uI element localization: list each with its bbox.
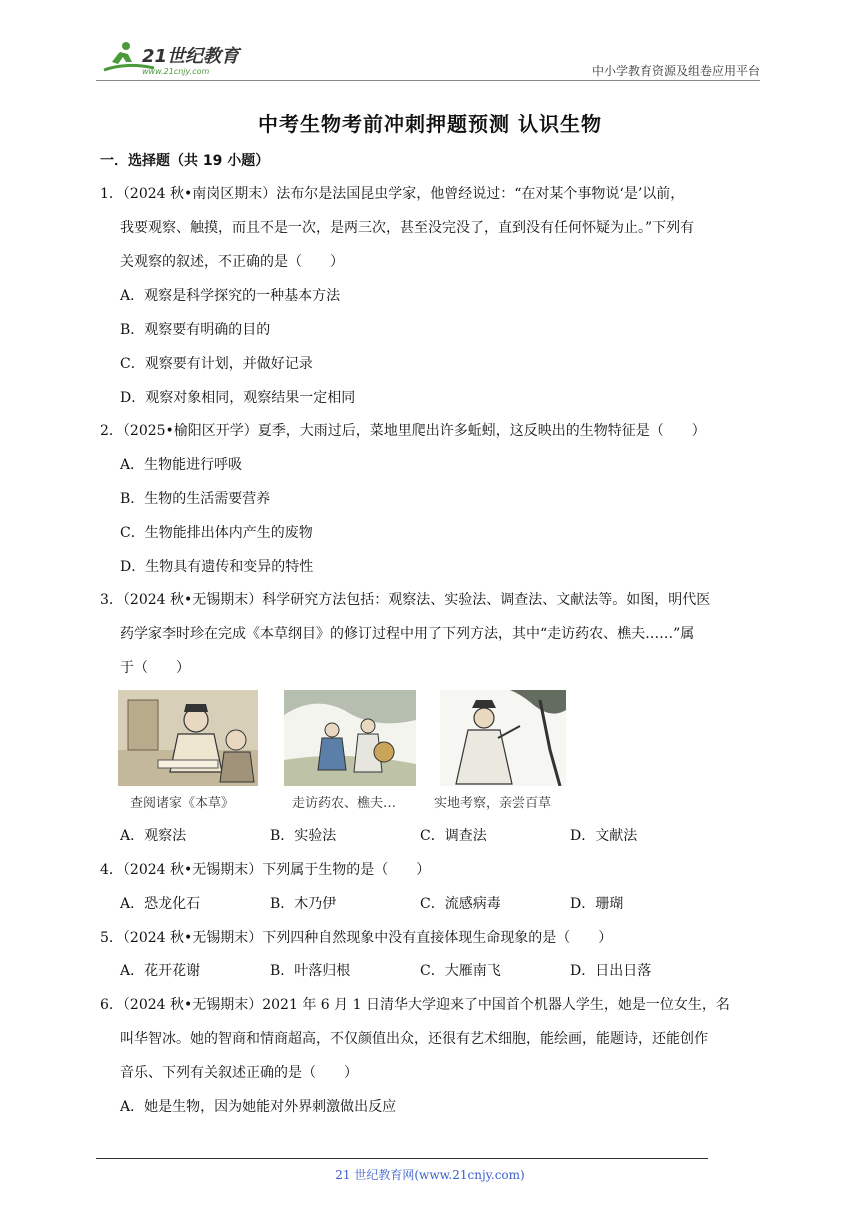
platform-label: 中小学教育资源及组卷应用平台 [591,64,760,78]
q5-options [120,961,720,981]
q1-option-d: D．观察对象相同，观察结果一定相同 [120,390,356,406]
q3-option-b: B．实验法 [270,828,337,844]
section-heading: 一．选择题（共 19 小题） [100,153,270,169]
footer-divider [96,1158,708,1159]
q3-option-a: A．观察法 [120,828,187,844]
q3-stem-line1: 3．（2024 秋•无锡期末）科学研究方法包括：观察法、实验法、调查法、文献法等。如图，明代医 [100,592,711,608]
q2-option-a: A．生物能进行呼吸 [120,457,243,473]
svg-text:www.21cnjy.com: www.21cnjy.com [142,67,210,76]
q3-stem-line3: 于（ ） [120,660,190,676]
q5-option-b: B．叶落归根 [270,963,351,979]
caption-field-investigation: 实地考察，亲尝百草 [434,796,552,811]
q6-stem-line2: 叫华智冰。她的智商和情商超高，不仅颜值出众，还很有艺术细胞，能绘画，能题诗，还能创作 [120,1031,708,1047]
svg-text:21世纪教育: 21世纪教育 [142,46,240,67]
q3-option-c: C．调查法 [420,828,487,844]
q5-stem-line1: 5．（2024 秋•无锡期末）下列四种自然现象中没有直接体现生命现象的是（ ） [100,930,613,946]
header-divider [96,80,760,81]
q3-stem-line2: 药学家李时珍在完成《本草纲目》的修订过程中用了下列方法，其中“走访药农、樵夫……”属 [120,626,695,642]
q1-stem-line2: 我要观察、触摸，而且不是一次，是两三次，甚至没完没了，直到没有任何怀疑为止。”下列有 [120,220,695,236]
q5-option-c: C．大雁南飞 [420,963,501,979]
caption-reading-books: 查阅诸家《本草》 [130,796,235,811]
q2-option-d: D．生物具有遗传和变异的特性 [120,559,314,575]
page-header [96,40,760,84]
q4-option-a: A．恐龙化石 [120,896,201,912]
q5-option-a: A．花开花谢 [120,963,201,979]
logo [96,40,256,80]
illustration-visiting-farmers [284,690,424,786]
q1-stem-line1: 1．（2024 秋•南岗区期末）法布尔是法国昆虫学家，他曾经说过：“在对某个事物说‘是’以前， [100,186,685,202]
illustration-field-investigation [440,690,580,786]
q6-option-a: A．她是生物，因为她能对外界刺激做出反应 [120,1099,397,1115]
q1-stem-line3: 关观察的叙述，不正确的是（ ） [120,254,344,270]
q5-option-d: D．日出日落 [570,963,652,979]
q1-option-a: A．观察是科学探究的一种基本方法 [120,288,341,304]
footer-text: 21 世纪教育网(www.21cnjy.com) [335,1168,525,1182]
q4-option-b: B．木乃伊 [270,896,337,912]
caption-visiting-farmers: 走访药农、樵夫… [292,796,397,811]
q2-option-b: B．生物的生活需要营养 [120,491,271,507]
q6-stem-line1: 6．（2024 秋•无锡期末）2021 年 6 月 1 日清华大学迎来了中国首个机器人学生，她是一位女生，名 [100,997,730,1013]
q1-option-b: B．观察要有明确的目的 [120,322,271,338]
q4-stem-line1: 4．（2024 秋•无锡期末）下列属于生物的是（ ） [100,862,431,878]
q4-option-c: C．流感病毒 [420,896,501,912]
q2-stem-line1: 2．（2025•榆阳区开学）夏季，大雨过后，菜地里爬出许多蚯蚓，这反映出的生物特征是（ ） [100,423,706,439]
illustration-reading-books [118,690,258,786]
q3-option-d: D．文献法 [570,828,638,844]
q3-options [120,826,720,846]
q2-option-c: C．生物能排出体内产生的废物 [120,525,313,541]
q6-stem-line3: 音乐、下列有关叙述正确的是（ ） [120,1065,358,1081]
page-title: 中考生物考前冲刺押题预测 认识生物 [258,112,602,136]
q4-option-d: D．珊瑚 [570,896,624,912]
q1-option-c: C．观察要有计划，并做好记录 [120,356,313,372]
q4-options [120,894,720,914]
